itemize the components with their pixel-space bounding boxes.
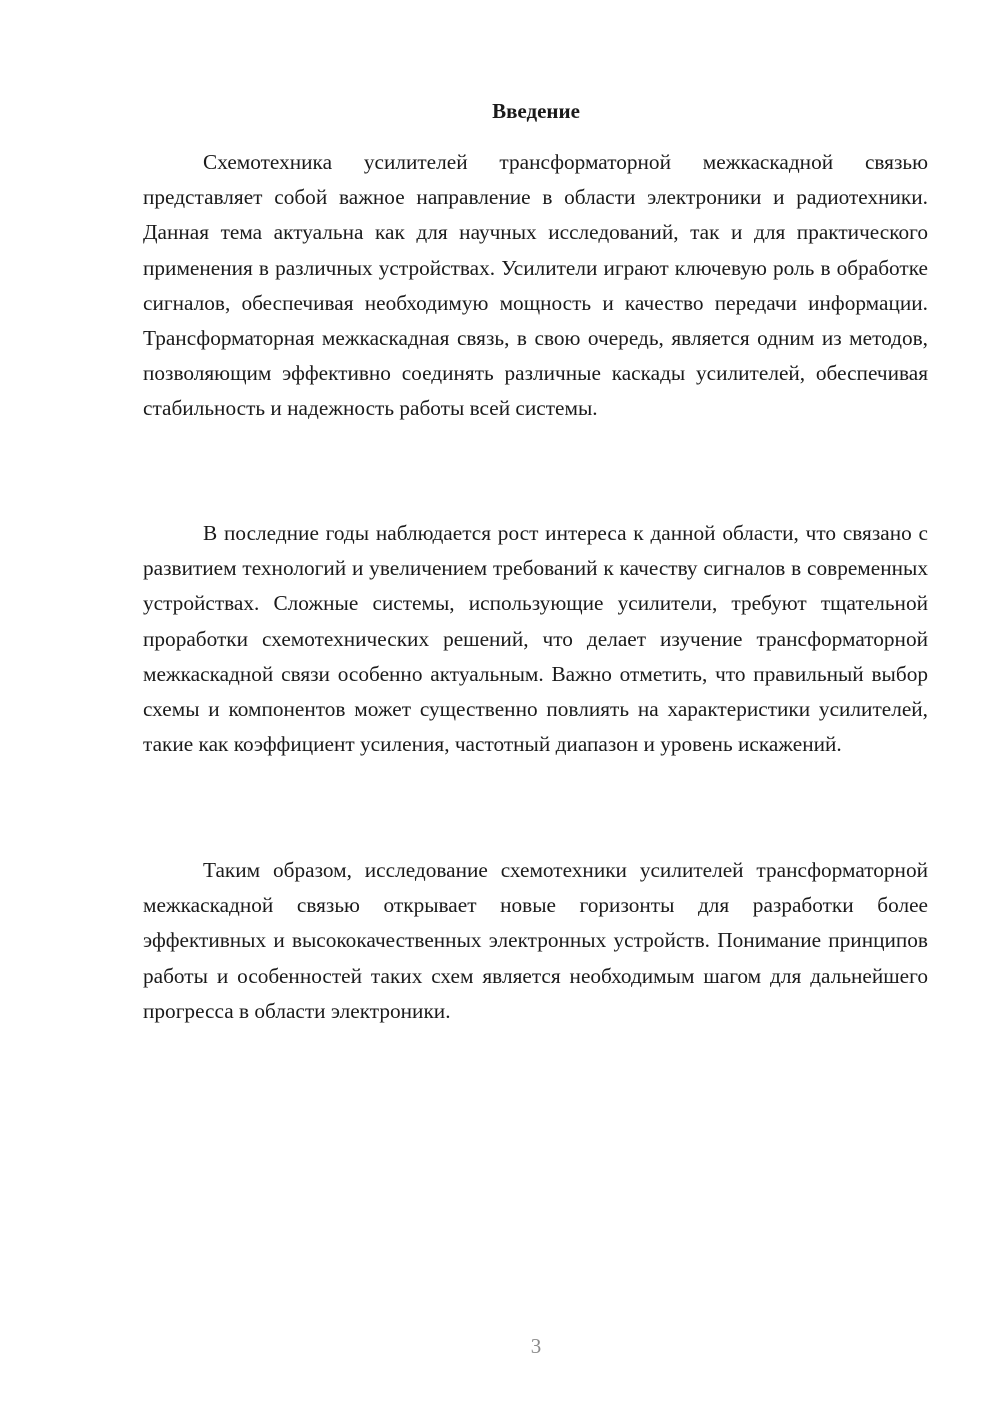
page-number: 3 — [530, 1334, 542, 1358]
section-title: Введение — [492, 99, 580, 123]
paragraph-3: Таким образом, исследование схемотехники усилителей трансформаторной межкаскадной связью открывает новые горизонты для разработки более эффективных и высококачественных электронных устройств. Понимание принципов работы и особенностей таких схем является необходимым шагом для дальнейшего прогресса в области электроники. — [143, 858, 928, 1023]
paragraph-1: Схемотехника усилителей трансформаторной межкаскадной связью представляет собой важное направление в области электроники и радиотехники. Данная тема актуальна как для научных исследований, так и для практического применения в различных устройствах. Усилители играют ключевую роль в обработке сигналов, обеспечивая необходимую мощность и качество передачи информации. Трансформаторная межкаскадная связь, в свою очередь, является одним из методов, позволяющим эффективно соединять различные каскады усилителей, обеспечивая стабильность и надежность работы всей системы. — [143, 150, 928, 421]
paragraph-2: В последние годы наблюдается рост интереса к данной области, что связано с развитием технологий и увеличением требований к качеству сигналов в современных устройствах. Сложные системы, использующие усилители, требуют тщательной проработки схемотехнических решений, что делает изучение трансформаторной межкаскадной связи особенно актуальным. Важно отметить, что правильный выбор схемы и компонентов может существенно повлиять на характеристики усилителей, такие как коэффициент усиления, частотный диапазон и уровень искажений. — [143, 521, 928, 757]
